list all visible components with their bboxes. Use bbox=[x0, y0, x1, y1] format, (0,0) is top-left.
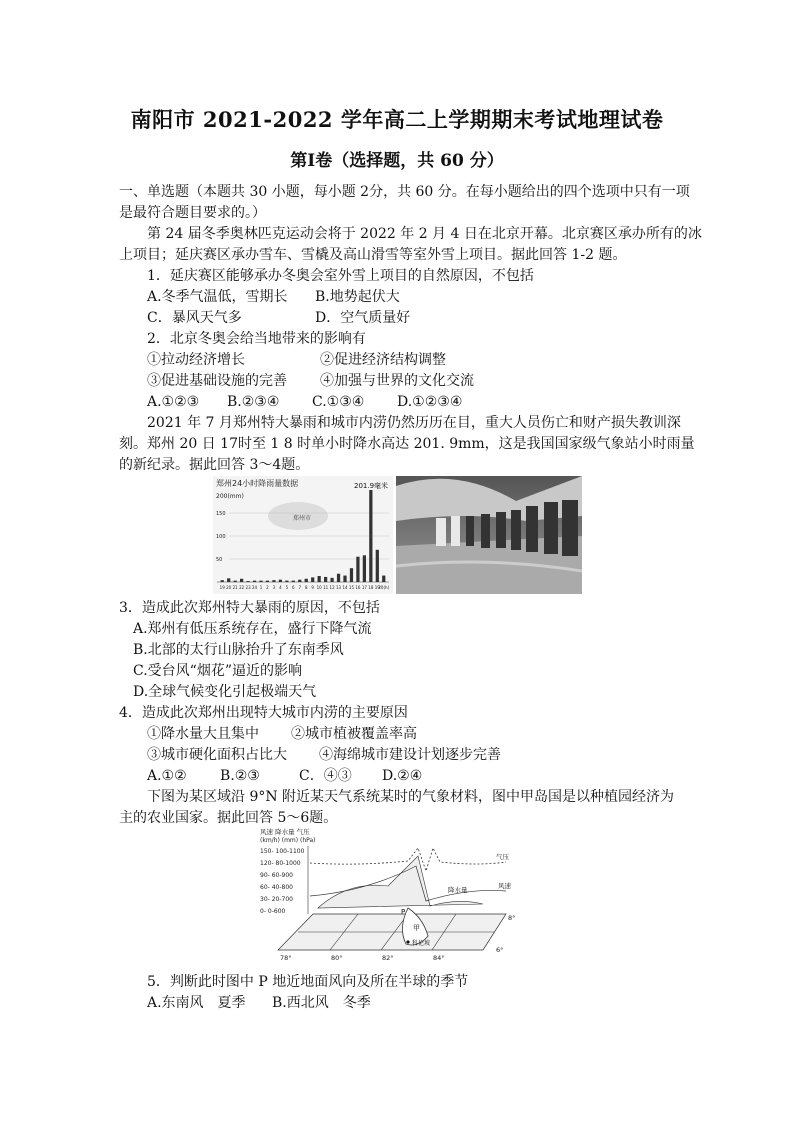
x-tick-label: 14 bbox=[342, 585, 348, 590]
lon-label: 84° bbox=[433, 954, 445, 962]
y-axis-label: 200(mm) bbox=[216, 493, 244, 500]
x-tick-label: 20 bbox=[226, 585, 232, 590]
q1-option-a: A.冬季气温低，雪期长 bbox=[147, 289, 288, 305]
y-tick-label: 100 bbox=[216, 534, 226, 540]
chart-bar bbox=[311, 577, 314, 582]
p-label: P bbox=[401, 908, 406, 916]
q3-option-b: B.北部的太行山脉抬升了东南季风 bbox=[133, 642, 344, 658]
x-tick-label: 16 bbox=[355, 585, 361, 590]
q4-option-b: B.②③ bbox=[220, 768, 260, 784]
rain-label: 降水量 bbox=[448, 886, 468, 894]
x-tick-label: 2 bbox=[266, 585, 269, 590]
x-tick-label: 17 bbox=[361, 585, 367, 590]
q2-option-b: B.②③④ bbox=[227, 394, 280, 410]
q5-option-b: B.西北风 冬季 bbox=[272, 995, 371, 1011]
q4-statement-2: ②城市植被覆盖率高 bbox=[291, 726, 417, 742]
q5-option-a: A.东南风 夏季 bbox=[147, 995, 246, 1011]
chart-bar bbox=[318, 576, 321, 582]
chart-bar bbox=[240, 579, 243, 582]
page-title: 南阳市 2021-2022 学年高二上学期期末考试地理试卷 bbox=[130, 107, 664, 132]
section-instruction-line1: 一、单选题（本题共 30 小题，每小题 2分，共 60 分。在每小题给出的四个选项中只有一项 bbox=[119, 184, 690, 200]
wind-label: 风速 bbox=[498, 882, 511, 890]
chart-bar bbox=[343, 576, 346, 582]
y-row: 90- 60-900 bbox=[260, 872, 293, 879]
x-tick-label: 19 bbox=[374, 585, 380, 590]
q2-option-d: D.①②③④ bbox=[397, 394, 463, 410]
q3-option-d: D.全球气候变化引起极端天气 bbox=[133, 684, 317, 700]
x-tick-label: 3 bbox=[272, 585, 276, 590]
question-2: 2．北京冬奥会给当地带来的影响有 bbox=[147, 331, 366, 347]
question-5: 5．判断此时图中 P 地近地面风向及所在半球的季节 bbox=[147, 974, 469, 990]
chart-bar bbox=[356, 557, 359, 582]
x-tick-label: 9 bbox=[311, 585, 314, 590]
question-1: 1．延庆赛区能够承办冬奥会室外雪上项目的自然原因，不包括 bbox=[147, 268, 534, 284]
pressure-label: 气压 bbox=[496, 853, 509, 861]
q2-option-c: C.①③④ bbox=[312, 394, 365, 410]
chart-bar bbox=[227, 578, 230, 582]
x-tick-label: 8 bbox=[304, 585, 308, 590]
flood-subway-photo bbox=[396, 476, 582, 594]
y-row: 30- 20-700 bbox=[260, 896, 293, 903]
x-tick-label: 15 bbox=[348, 585, 355, 590]
q1-option-c: C．暴风天气多 bbox=[147, 310, 242, 326]
x-tick-label: 21 bbox=[232, 585, 238, 590]
y-tick-label: 150 bbox=[216, 511, 226, 517]
x-tick-label: 18 bbox=[368, 585, 374, 590]
x-tick-label: 12 bbox=[329, 585, 335, 590]
x-tick-label: 5 bbox=[285, 585, 289, 590]
question-4: 4．造成此次郑州出现特大城市内涝的主要原因 bbox=[119, 705, 408, 721]
q3-option-c: C.受台风“烟花”逼近的影响 bbox=[133, 663, 302, 679]
x-tick-label: 22 bbox=[239, 585, 245, 590]
chart-bar bbox=[330, 578, 333, 582]
lon-label: 82° bbox=[382, 954, 394, 962]
q3-option-a: A.郑州有低压系统存在，盛行下降气流 bbox=[133, 621, 372, 637]
capital-label: 科伦坡 bbox=[412, 940, 431, 947]
q4-option-c: C．④③ bbox=[299, 768, 352, 784]
peak-annotation: 201.9毫米 bbox=[354, 482, 389, 490]
q4-statement-3: ③城市硬化面积占比大 bbox=[147, 747, 287, 763]
x-tick-label: 20(h) bbox=[378, 585, 390, 590]
rainfall-bar-chart bbox=[213, 476, 393, 594]
q4-statement-4: ④海绵城市建设计划逐步完善 bbox=[319, 747, 501, 763]
weather-fig-units: (km/h) (mm) (hPa) bbox=[260, 837, 316, 844]
intro3-line2: 主的农业国家。据此回答 5～6题。 bbox=[119, 810, 338, 826]
intro2-line1: 2021 年 7 月郑州特大暴雨和城市内涝仍然历历在目，重大人员伤亡和财产损失教训深 bbox=[147, 415, 681, 431]
x-tick-label: 11 bbox=[323, 585, 329, 590]
chart-bar bbox=[337, 574, 340, 582]
chart-bar bbox=[369, 490, 372, 582]
chart-bar bbox=[279, 580, 282, 582]
q2-statement-4: ④加强与世界的文化交流 bbox=[320, 373, 474, 389]
chart-bar bbox=[382, 576, 385, 582]
intro2-line2: 刻。郑州 20 日 17时至 1 8 时单小时降水高达 201. 9mm，这是我国国家级气象站小时雨量 bbox=[119, 436, 695, 452]
intro2-line3: 的新纪录。据此回答 3～4题。 bbox=[119, 457, 310, 473]
chart-bar bbox=[298, 580, 301, 582]
section-instruction-line2: 是最符合题目要求的。） bbox=[119, 205, 266, 221]
x-tick-label: 1 bbox=[259, 585, 263, 590]
q2-statement-1: ①拉动经济增长 bbox=[147, 352, 245, 368]
y-row: 60- 40-800 bbox=[260, 884, 293, 891]
lat-label: 8° bbox=[508, 914, 516, 922]
y-row: 150- 100-1100 bbox=[260, 848, 305, 855]
weather-fig-header: 风速 降水量 气压 bbox=[260, 828, 310, 836]
x-tick-label: 7 bbox=[298, 585, 302, 590]
lon-label: 78° bbox=[280, 954, 292, 962]
chart-bar bbox=[363, 555, 366, 582]
y-tick-label: 50 bbox=[216, 557, 223, 563]
island-label: 甲 bbox=[413, 924, 420, 932]
q1-option-d: D．空气质量好 bbox=[315, 310, 411, 326]
q1-option-b: B.地势起伏大 bbox=[315, 289, 400, 305]
x-tick-label: 4 bbox=[279, 585, 282, 590]
lon-label: 80° bbox=[331, 954, 343, 962]
x-tick-label: 19 bbox=[219, 585, 225, 590]
lat-label: 6° bbox=[496, 946, 504, 954]
y-row: 0- 0-600 bbox=[260, 908, 286, 915]
q2-statement-3: ③促进基础设施的完善 bbox=[147, 373, 287, 389]
question-3: 3．造成此次郑州特大暴雨的原因，不包括 bbox=[119, 600, 380, 616]
x-tick-label: 23 bbox=[245, 585, 251, 590]
q4-option-a: A.①② bbox=[147, 768, 187, 784]
chart-title: 郑州24小时降雨量数据 bbox=[216, 479, 299, 488]
q4-option-d: D.②④ bbox=[382, 768, 423, 784]
x-tick-label: 24 bbox=[251, 585, 258, 590]
x-tick-label: 6 bbox=[292, 585, 295, 590]
map-label: 郑州市 bbox=[293, 515, 312, 522]
intro1-line1: 第 24 届冬季奥林匹克运动会将于 2022 年 2 月 4 日在北京开幕。北京赛区承办所有的冰 bbox=[147, 226, 702, 242]
q2-option-a: A.①②③ bbox=[147, 394, 200, 410]
q4-statement-1: ①降水量大且集中 bbox=[147, 726, 259, 742]
chart-bar bbox=[376, 550, 379, 582]
x-tick-label: 13 bbox=[335, 585, 342, 590]
y-row: 120- 80-1000 bbox=[260, 860, 301, 867]
x-tick-label: 10 bbox=[316, 585, 322, 590]
chart-bar bbox=[305, 579, 308, 582]
intro3-line1: 下图为某区域沿 9°N 附近某天气系统某时的气象材料，图中甲岛国是以种植园经济为 bbox=[147, 789, 675, 805]
weather-system-diagram bbox=[258, 826, 528, 966]
chart-bar bbox=[350, 568, 353, 582]
section-title: 第Ⅰ卷（选择题，共 60 分） bbox=[290, 151, 504, 171]
q2-statement-2: ②促进经济结构调整 bbox=[320, 352, 446, 368]
intro1-line2: 上项目；延庆赛区承办雪车、雪橇及高山滑雪等室外雪上项目。据此回答 1-2 题。 bbox=[119, 247, 627, 263]
chart-bar bbox=[324, 577, 327, 582]
